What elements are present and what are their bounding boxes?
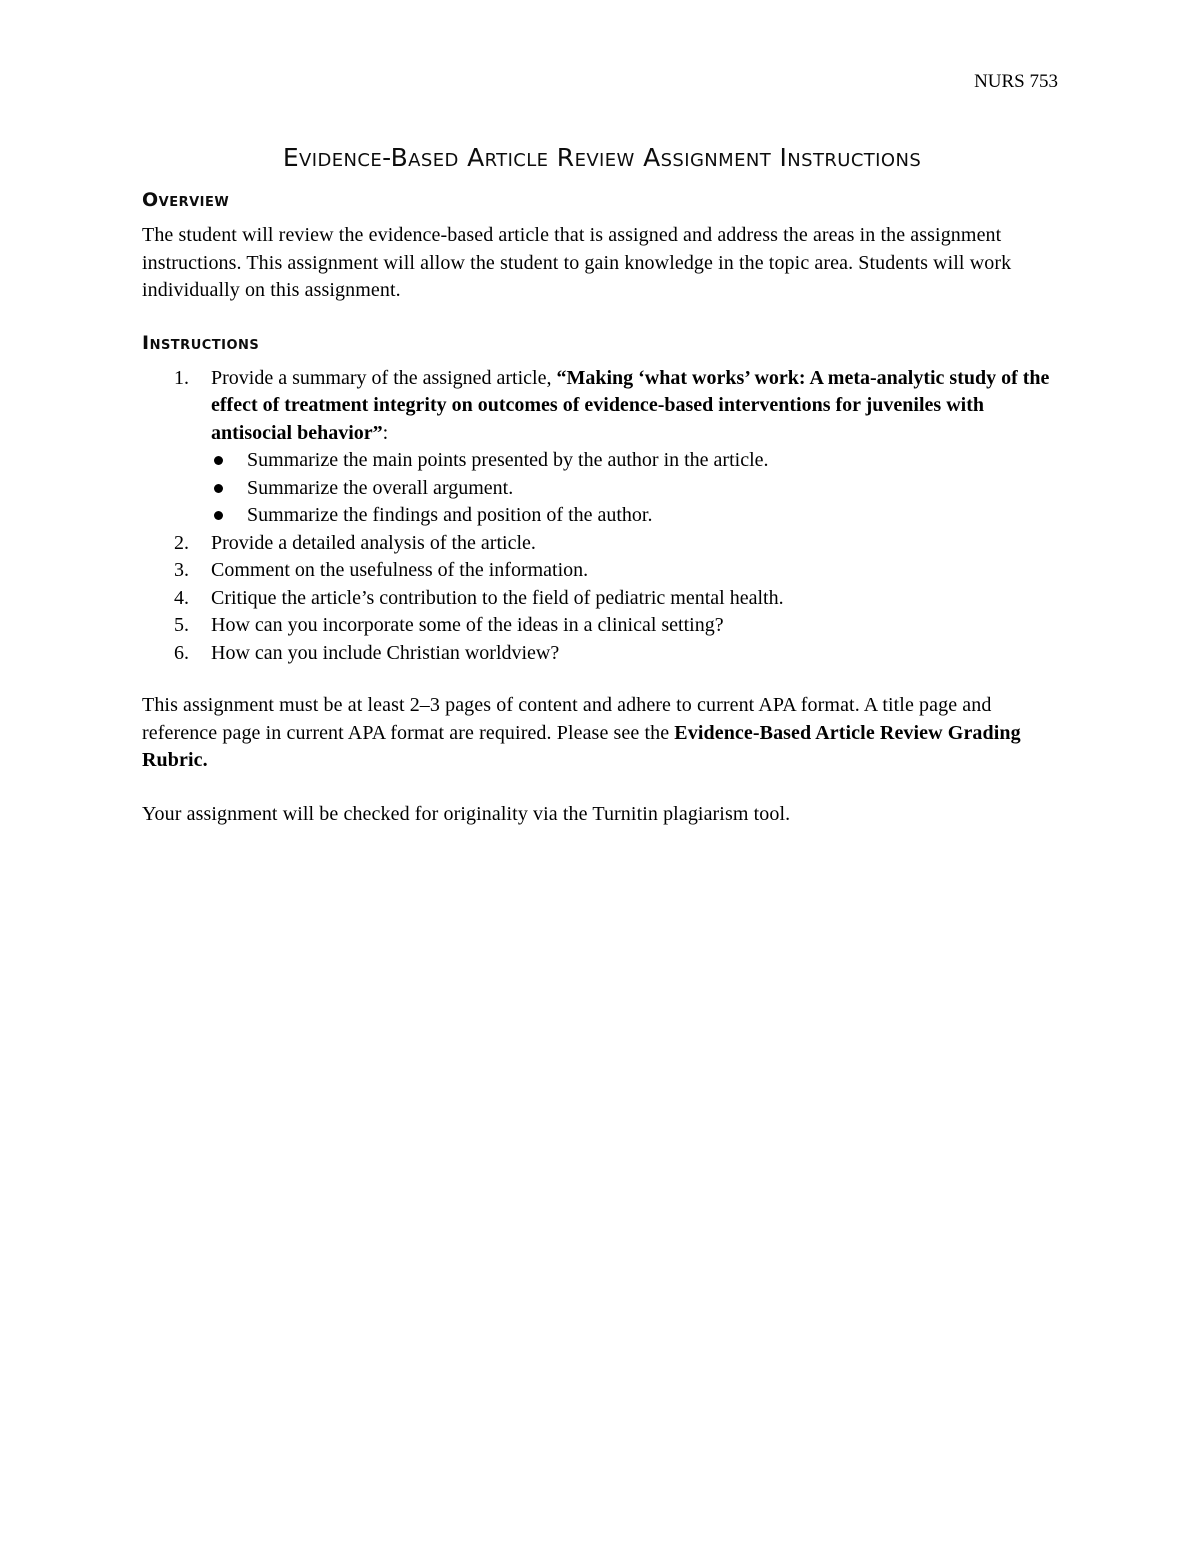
instruction-item-2 bbox=[142, 530, 1062, 558]
instruction-text: Provide a summary of the assigned article, bbox=[211, 366, 557, 389]
overview-heading: Overview bbox=[142, 189, 230, 211]
instruction-number: 6. bbox=[174, 641, 189, 664]
instructions-list bbox=[142, 365, 1062, 668]
bullet-icon bbox=[214, 484, 223, 493]
overview-paragraph: The student will review the evidence-based article that is assigned and address the areas in the assignment instructions. This assignment will allow the student to gain knowledge in the topic area. Students will work individually on this assignment. bbox=[142, 224, 1012, 301]
instruction-number: 4. bbox=[174, 586, 189, 609]
sub-list-text: Summarize the overall argument. bbox=[247, 476, 514, 499]
grading-rubric-reference: Evidence-Based Article Review Grading Rubric. bbox=[142, 721, 1021, 771]
sub-list-text: Summarize the main points presented by the author in the article. bbox=[247, 449, 769, 471]
bullet-icon bbox=[214, 456, 223, 465]
instruction-number: 3. bbox=[174, 559, 189, 581]
assigned-article-title: “Making ‘what works’ work: A meta-analytic study of the effect of treatment integrity on outcomes of evidence-based interventions for juveniles with antisocial behavior” bbox=[211, 366, 1050, 444]
instruction-number: 2. bbox=[174, 531, 189, 554]
summary-sub-list bbox=[211, 447, 1062, 530]
instructions-heading: Instructions bbox=[142, 331, 260, 354]
instruction-text: Comment on the usefulness of the information. bbox=[211, 559, 589, 581]
instruction-text: How can you include Christian worldview? bbox=[211, 641, 560, 664]
instruction-number: 1. bbox=[174, 366, 189, 389]
document-title: Evidence-Based Article Review Assignment Instructions bbox=[282, 143, 922, 172]
sub-list-item bbox=[211, 447, 1062, 475]
course-code-header: NURS 753 bbox=[974, 71, 1058, 92]
bullet-icon bbox=[214, 511, 223, 520]
instruction-item-3 bbox=[142, 557, 1062, 585]
originality-paragraph: Your assignment will be checked for originality via the Turnitin plagiarism tool. bbox=[142, 802, 791, 825]
sub-list-item bbox=[211, 475, 1062, 503]
requirements-text: This assignment must be at least 2–3 pages of content and adhere to current APA format. A title page and reference page in current APA format are required. Please see the bbox=[142, 694, 992, 744]
sub-list-item bbox=[211, 502, 1062, 530]
instruction-text-suffix: : bbox=[382, 421, 389, 444]
document-body bbox=[142, 142, 1062, 828]
instruction-text: Critique the article’s contribution to the field of pediatric mental health. bbox=[211, 586, 784, 609]
instruction-text: Provide a detailed analysis of the article. bbox=[211, 531, 536, 554]
instruction-item-6 bbox=[142, 640, 1062, 668]
sub-list-text: Summarize the findings and position of the author. bbox=[247, 504, 653, 526]
instruction-item-1 bbox=[142, 365, 1062, 530]
instruction-text: How can you incorporate some of the ideas in a clinical setting? bbox=[211, 614, 724, 636]
requirements-paragraph bbox=[142, 692, 1062, 775]
instruction-item-5 bbox=[142, 612, 1062, 640]
instruction-number: 5. bbox=[174, 614, 189, 636]
instruction-item-4 bbox=[142, 585, 1062, 613]
